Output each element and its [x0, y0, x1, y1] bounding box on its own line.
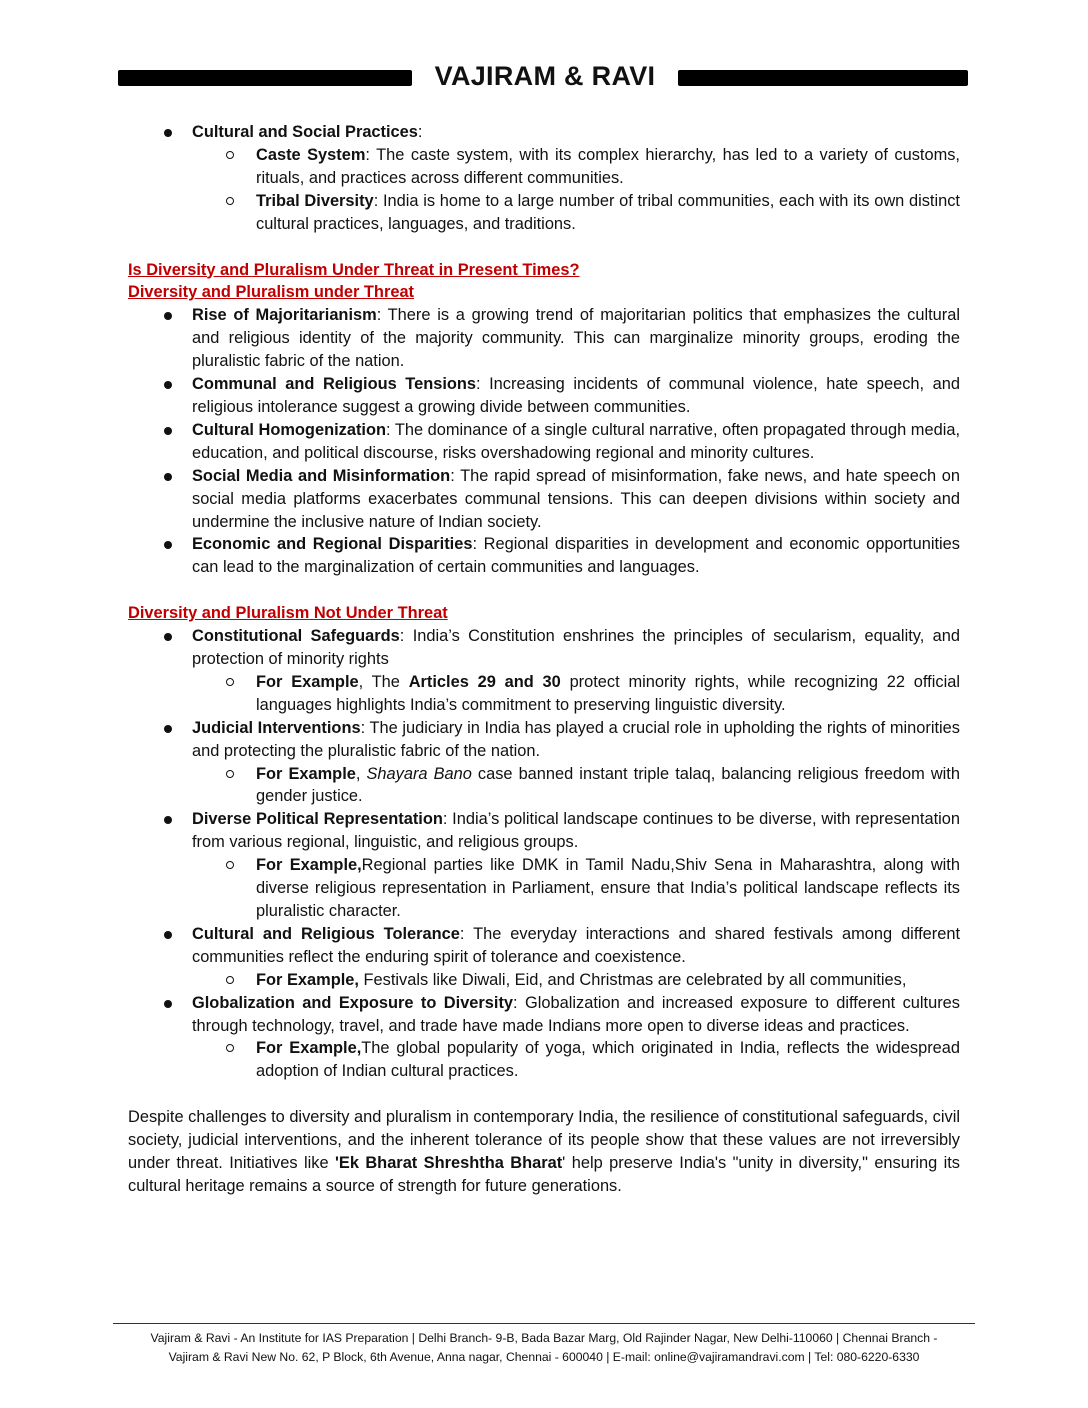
footer-line: Vajiram & Ravi New No. 62, P Block, 6th Avenue, Anna nagar, Chennai - 600040 | E-mail: online@vajiramandravi.com | Tel: 080-6220-6330 — [168, 1350, 920, 1364]
bullet-text: : India’s political landscape continues to be diverse, with representation from various regional, linguistic, and religious groups. — [192, 810, 960, 852]
bullet-item — [128, 304, 960, 373]
not-under-threat-heading: Diversity and Pluralism Not Under Threat — [128, 604, 448, 623]
conclusion-text: ' help preserve India's "unity in diversity," ensuring its cultural heritage remains a source of strength for future generations. — [128, 1154, 960, 1195]
example-label: For Example — [256, 764, 356, 783]
bullet-item — [128, 992, 960, 1084]
bullet-text: : India’s Constitution enshrines the principles of secularism, equality, and protection of minority rights — [192, 627, 960, 669]
bullet-label: Cultural and Religious Tolerance — [192, 924, 460, 943]
bullet-label: Economic and Regional Disparities — [192, 535, 473, 554]
bullet-text: : Increasing incidents of communal violence, hate speech, and religious intolerance suggest a growing divide between communities. — [192, 375, 960, 416]
bullet-label: Constitutional Safeguards — [192, 627, 400, 646]
sub-bullet-text: : The caste system, with its complex hierarchy, has led to a variety of customs, rituals, and practices across different communities. — [256, 145, 960, 187]
sub-bullet-list — [192, 144, 960, 236]
bullet-text: : The dominance of a single cultural narrative, often propagated through media, education, and political discourse, risks overshadowing regional and minority cultures. — [192, 420, 960, 462]
example-list — [192, 854, 960, 923]
bullet-text: : — [417, 123, 423, 141]
bullet-item — [128, 533, 960, 579]
example-list — [192, 671, 960, 717]
header-bar-right — [678, 70, 968, 86]
threat-section-heading: Diversity and Pluralism under Threat — [128, 283, 415, 302]
example-list — [192, 969, 960, 992]
bullet-label: Communal and Religious Tensions — [192, 375, 477, 394]
initiative-name: 'Ek Bharat Shreshtha Bharat — [334, 1154, 563, 1173]
example-text: Regional parties like DMK in Tamil Nadu,Shiv Sena in Maharashtra, along with diverse religious representation in Parliament, ensure that India’s political landscape reflects its pluralistic character. — [256, 856, 960, 920]
page-header — [118, 62, 970, 98]
example-label: For Example, — [256, 1039, 362, 1058]
example-label: For Example, — [256, 856, 362, 875]
bullet-item — [128, 808, 960, 923]
bullet-text: : There is a growing trend of majoritarian politics that emphasizes the cultural and religious identity of the majority community. This can marginalize minority groups, eroding the pluralistic fabric of the nation. — [192, 306, 960, 371]
bullet-label: Judicial Interventions — [192, 718, 361, 737]
bullet-item — [128, 625, 960, 717]
sub-bullet-item — [192, 190, 960, 236]
bullet-item — [128, 923, 960, 992]
example-text: Festivals like Diwali, Eid, and Christmas are celebrated by all communities, — [358, 970, 907, 989]
example-text: , — [355, 764, 367, 783]
example-item — [192, 1037, 960, 1083]
bullet-label: Social Media and Misinformation — [192, 466, 451, 485]
sub-bullet-label: Tribal Diversity — [256, 191, 374, 210]
example-list — [192, 1037, 960, 1083]
threat-bullet-list — [128, 304, 960, 579]
example-text: , The — [358, 672, 409, 691]
document-body — [128, 121, 960, 1198]
brand-title: VAJIRAM & RAVI — [434, 61, 656, 91]
example-label: For Example, — [256, 970, 359, 989]
bullet-label: Cultural and Social Practices — [192, 123, 418, 141]
conclusion-text: Despite challenges to diversity and pluralism in contemporary India, the resilience of constitutional safeguards, civil society, judicial interventions, and the inherent tolerance of its people show that these values are not irreversibly under threat. Initiatives like — [128, 1108, 960, 1173]
not-under-threat-bullet-list — [128, 625, 960, 1083]
bullet-item — [128, 373, 960, 419]
header-bar-left — [118, 70, 412, 86]
bullet-text: : Globalization and increased exposure to different cultures through technology, travel, and trade have made Indians more open to diverse ideas and practices. — [192, 993, 960, 1035]
bullet-text: : The judiciary in India has played a crucial role in upholding the rights of minorities and protecting the pluralistic fabric of the nation. — [192, 718, 960, 760]
example-emphasis: Articles 29 and 30 — [408, 672, 561, 691]
top-bullet-list — [128, 121, 960, 236]
example-item — [192, 969, 960, 992]
example-item — [192, 854, 960, 923]
example-text: case banned instant triple talaq, balancing religious freedom with gender justice. — [256, 764, 960, 806]
footer-line: Vajiram & Ravi - An Institute for IAS Preparation | Delhi Branch- 9-B, Bada Bazar Marg, Old Rajinder Nagar, New Delhi-110060 | Chennai Branch - — [150, 1331, 938, 1345]
bullet-text: : Regional disparities in development and economic opportunities can lead to the marginalization of certain communities and languages. — [192, 535, 960, 577]
bullet-label: Globalization and Exposure to Diversity — [192, 993, 514, 1012]
example-item — [192, 671, 960, 717]
bullet-label: Rise of Majoritarianism — [192, 306, 377, 325]
sub-bullet-text: : India is home to a large number of tribal communities, each with its own distinct cultural practices, languages, and traditions. — [256, 191, 960, 233]
bullet-item — [128, 419, 960, 465]
sub-bullet-item — [192, 144, 960, 190]
conclusion-paragraph — [128, 1106, 960, 1198]
bullet-item — [128, 717, 960, 809]
example-text: The global popularity of yoga, which originated in India, reflects the widespread adoption of Indian cultural practices. — [256, 1039, 960, 1081]
example-item — [192, 763, 960, 809]
case-name: Shayara Bano — [366, 764, 472, 783]
page-footer — [113, 1323, 975, 1367]
example-text: protect minority rights, while recognizing 22 official languages highlights India’s commitment to preserving linguistic diversity. — [256, 672, 960, 714]
section-question-heading: Is Diversity and Pluralism Under Threat in Present Times? — [128, 260, 580, 279]
bullet-text: : The rapid spread of misinformation, fake news, and hate speech on social media platforms exacerbates communal tensions. This can deepen divisions within society and undermine the inclusive nature of Indian society. — [192, 466, 960, 531]
example-list — [192, 763, 960, 809]
bullet-item — [128, 465, 960, 534]
bullet-label: Diverse Political Representation — [192, 810, 443, 829]
bullet-item — [128, 121, 960, 236]
example-label: For Example — [256, 672, 359, 691]
bullet-label: Cultural Homogenization — [192, 420, 386, 439]
sub-bullet-label: Caste System — [256, 145, 366, 164]
bullet-text: : The everyday interactions and shared festivals among different communities reflect the enduring spirit of tolerance and coexistence. — [192, 924, 960, 966]
